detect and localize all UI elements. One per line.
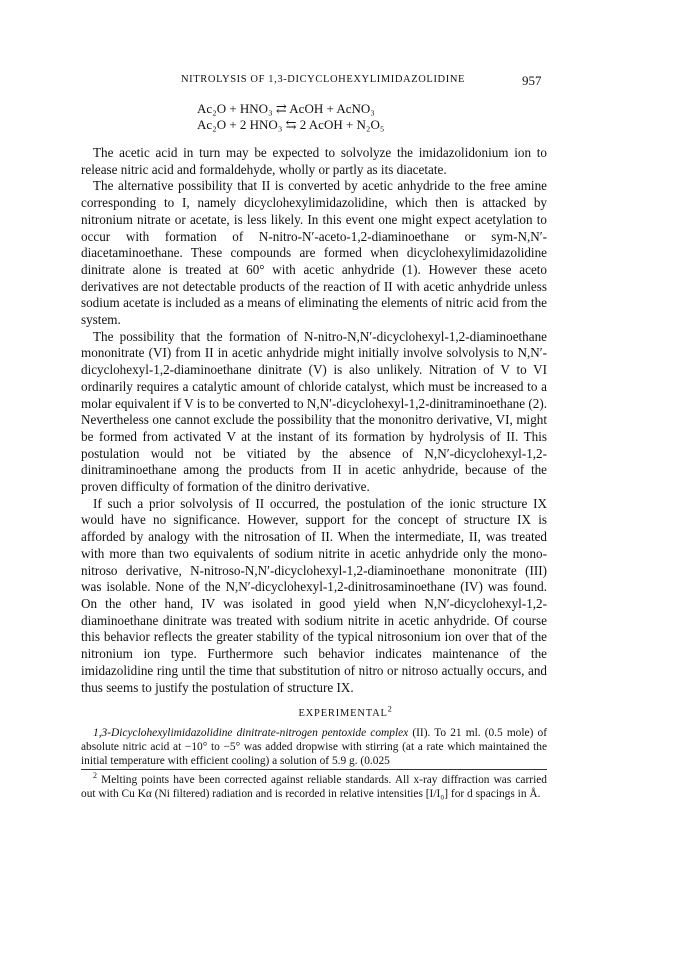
page-number: 957 (522, 73, 542, 88)
running-title: NITROLYSIS OF 1,3-DICYCLOHEXYLIMIDAZOLIDINE (181, 74, 466, 85)
experimental-paragraph (81, 726, 547, 769)
paragraph-1: The acetic acid in turn may be expected to solvolyze the imidazolidonium ion to release nitric acid and formaldehyde, wholly or partly as its diacetate. (81, 145, 547, 177)
compound-title: 1,3-Dicyclohexylimidazolidine dinitrate-nitrogen pentoxide complex (93, 727, 409, 739)
footnote-mark: 2 (93, 771, 97, 781)
footnote-text: Melting points have been corrected against reliable standards. All x-ray diffraction was carried out with Cu Kα (Ni filtered) radiation and is recorded in relative intensities [I/I₀] for d spacings in Å. (81, 774, 547, 801)
footnote-reference: 2 (387, 704, 393, 714)
section-heading-text: EXPERIMENTAL (298, 708, 388, 719)
paragraph-3: The possibility that the formation of N-nitro-N,N′-dicyclohexyl-1,2-diaminoethane mononitrate (VI) from II in acetic anhydride might initially involve solvolysis to N,N′-dicyclohexyl-1,2-diaminoethane dinitrate (V) is also unlikely. Nitration of V to VI ordinarily requires a catalytic amount of chloride catalyst, which must be increased to a molar equivalent if V is to be converted to N,N′-dicyclohexyl-1,2-dinitraminoethane (2). Nevertheless one cannot exclude the possibility that the mononitro derivative, VI, might be formed from activated V at the instant of its formation by hydrolysis of II. This postulation would not be vitiated by the absence of N,N′-dicyclohexyl-1,2-dinitraminoethane among the products from II in acetic anhydride, because of the proven difficulty of formation of the dinitro derivative. (81, 328, 547, 495)
paragraph-2: The alternative possibility that II is converted by acetic anhydride to the free amine corresponding to I, namely dicyclohexylimidazolidine, which then is attacked by nitronium nitrate or acetate, is less likely. In this event one might expect acetylation to occur with formation of N-nitro-N′-aceto-1,2-diaminoethane or sym-N,N′-diacetaminoethane. These compounds are formed when dicyclohexylimidazolidine dinitrate alone is treated at 60° with acetic anhydride (1). However these aceto derivatives are not detectable products of the reaction of II with acetic anhydride unless sodium acetate is included as a means of eliminating the elements of nitric acid from the system. (81, 178, 547, 328)
equation-2: Ac₂O + 2 HNO₃ ⇆ 2 AcOH + N₂O₅ (197, 117, 385, 132)
equation-1: Ac₂O + HNO₃ ⇄ AcOH + AcNO₃ (197, 101, 375, 116)
section-heading-experimental (0, 704, 691, 719)
footnote (81, 773, 547, 801)
paragraph-4: If such a prior solvolysis of II occurred, the postulation of the ionic structure IX would have no significance. However, support for the concept of structure IX is afforded by analogy with the nitrosation of II. When the intermediate, II, was treated with more than two equivalents of sodium nitrite in acetic anhydride only the mono-nitroso derivative, N-nitroso-N,N′-dicyclohexyl-1,2-diaminoethane mononitrate (III) was isolable. None of the N,N′-dicyclohexyl-1,2-dinitrosaminoethane (IV) was found. On the other hand, IV was isolated in good yield when N,N′-dicyclohexyl-1,2-diaminoethane dinitrate was treated with sodium nitrite in acetic anhydride. Of course this behavior reflects the greater stability of the typical nitrosonium ion over that of the nitronium ion type. Furthermore such behavior indicates maintenance of the imidazolidine ring until the time that substitution of nitro or nitroso actually occurs, and thus seems to justify the postulation of structure IX. (81, 495, 547, 695)
experimental-body: (II). To 21 ml. (0.5 mole) of absolute nitric acid at −10° to −5° was added dropwise with stirring (at a rate which maintained the initial temperature with efficient cooling) a solution of 5.9 g. (0.025 (81, 727, 547, 768)
page-header (0, 74, 691, 90)
experimental-text (81, 726, 547, 769)
body-text (81, 145, 547, 696)
footnote-divider (81, 769, 547, 770)
